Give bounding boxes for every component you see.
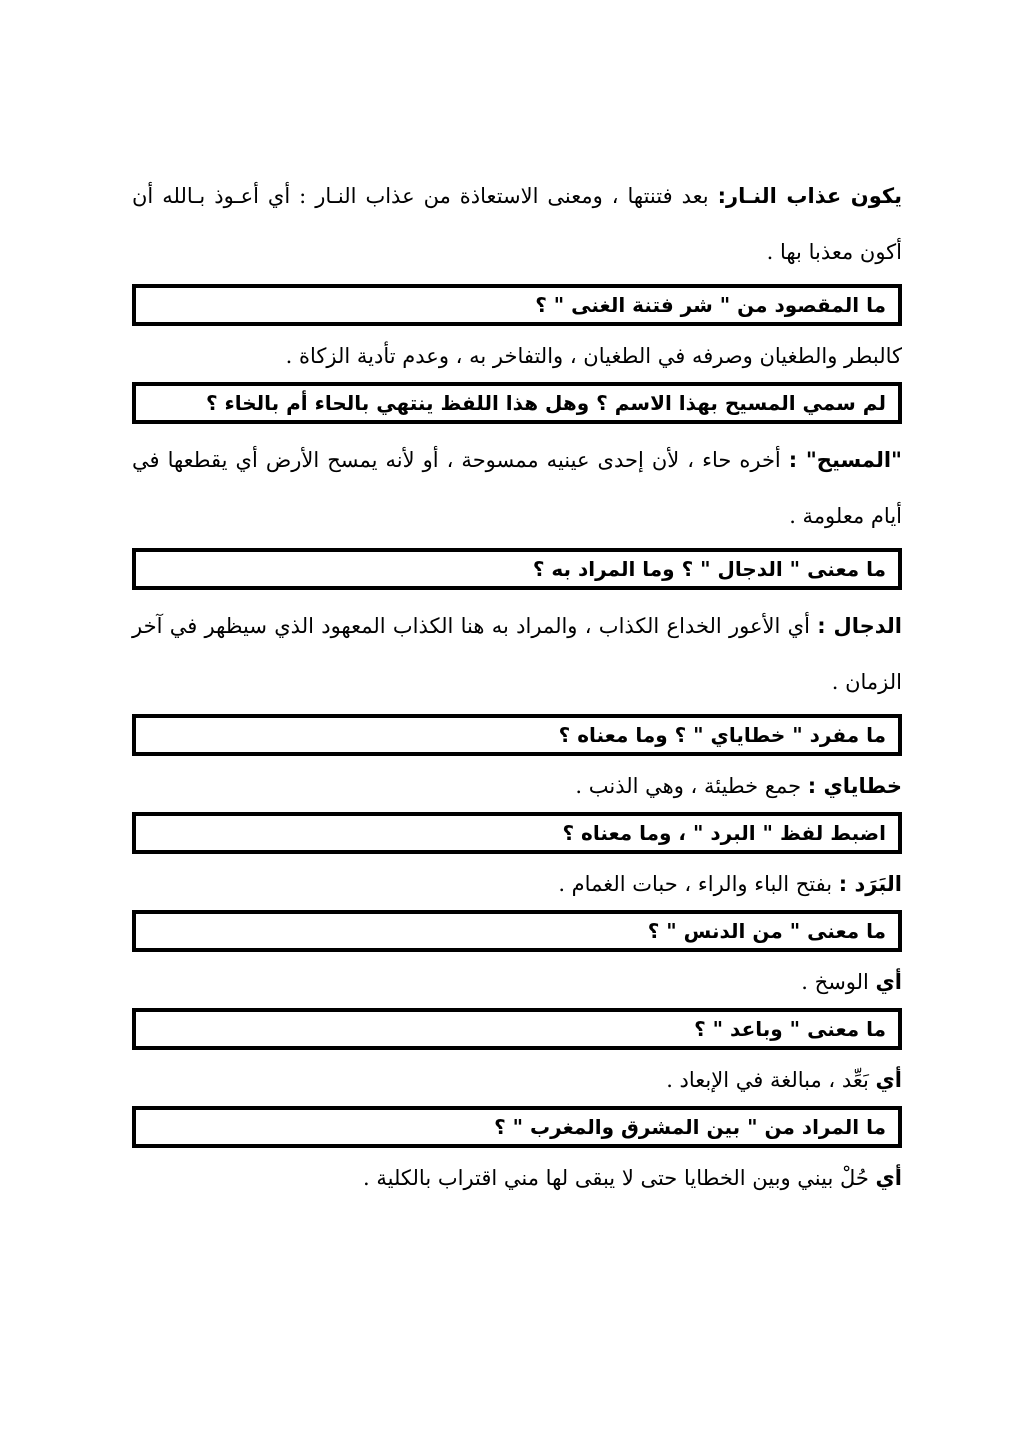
question-text: ما المقصود من " شر فتنة الغنى " ؟: [535, 293, 886, 317]
answer-paragraph: [132, 1058, 902, 1102]
question-text: ما معنى " من الدنس " ؟: [647, 919, 886, 943]
intro-paragraph: [132, 168, 902, 280]
answer-paragraph: [132, 960, 902, 1004]
answer-term: خطاياي :: [807, 774, 902, 798]
question-text: ما معنى " وباعد " ؟: [694, 1017, 886, 1041]
answer-term: أي: [875, 1166, 902, 1190]
answer-paragraph: [132, 862, 902, 906]
question-text: اضبط لفظ " البرد " ، وما معناه ؟: [562, 821, 886, 845]
question-text: ما المراد من " بين المشرق والمغرب " ؟: [494, 1115, 886, 1139]
answer-paragraph: [132, 334, 902, 378]
answer-text: كالبطر والطغيان وصرفه في الطغيان ، والتفاخر به ، وعدم تأدية الزكاة .: [285, 344, 902, 368]
question-text: لم سمي المسيح بهذا الاسم ؟ وهل هذا اللفظ ينتهي بالحاء أم بالخاء ؟: [205, 391, 886, 415]
question-box: [132, 1106, 902, 1148]
answer-term: البَرَد :: [838, 872, 902, 896]
answer-text: أي الأعور الخداع الكذاب ، والمراد به هنا الكذاب المعهود الذي سيظهر في آخر الزمان .: [132, 614, 902, 694]
answer-text: بَعِّد ، مبالغة في الإبعاد .: [666, 1068, 876, 1092]
answer-term: الدجال :: [817, 614, 902, 638]
question-box: [132, 548, 902, 590]
question-box: [132, 284, 902, 326]
answer-text: الوسخ .: [801, 970, 876, 994]
answer-text: أخره حاء ، لأن إحدى عينيه ممسوحة ، أو لأنه يمسح الأرض أي يقطعها في أيام معلومة .: [132, 448, 902, 528]
answer-term: أي: [875, 1068, 902, 1092]
question-box: [132, 382, 902, 424]
question-text: ما معنى " الدجال " ؟ وما المراد به ؟: [532, 557, 886, 581]
question-box: [132, 910, 902, 952]
answer-paragraph: [132, 432, 902, 544]
answer-paragraph: [132, 1156, 902, 1200]
question-text: ما مفرد " خطاياي " ؟ وما معناه ؟: [558, 723, 886, 747]
answer-paragraph: [132, 598, 902, 710]
answer-text: حُلْ بيني وبين الخطايا حتى لا يبقى لها مني اقتراب بالكلية .: [363, 1166, 876, 1190]
answer-text: جمع خطيئة ، وهي الذنب .: [575, 774, 808, 798]
answer-term: أي: [875, 970, 902, 994]
answer-term: "المسيح" :: [788, 448, 902, 472]
question-box: [132, 812, 902, 854]
intro-term: يكون عذاب النـار:: [717, 184, 902, 208]
question-box: [132, 714, 902, 756]
answer-paragraph: [132, 764, 902, 808]
answer-text: بفتح الباء والراء ، حبات الغمام .: [558, 872, 839, 896]
question-box: [132, 1008, 902, 1050]
intro-text: بعد فتنتها ، ومعنى الاستعاذة من عذاب النـار : أي أعـوذ بـالله أن أكون معذبا بها .: [132, 184, 902, 264]
document-page: [132, 168, 902, 1204]
